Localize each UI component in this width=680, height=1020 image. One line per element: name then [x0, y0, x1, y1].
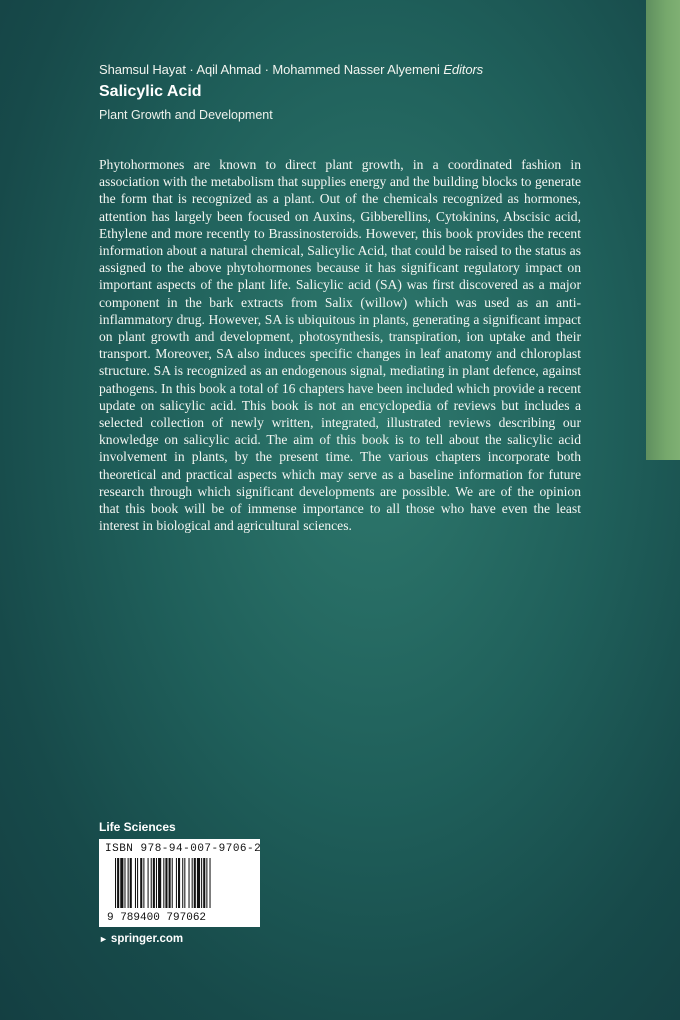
barcode-bar: [148, 858, 149, 908]
back-cover-blurb: Phytohormones are known to direct plant growth, in a coordinated fashion in association with the metabolism that supplies energy and the building blocks to generate the form that is recognized as a plant. Out of the chemicals recognized as hormones, attention has largely been focused on Auxins, Gibberellins, Cytokinins, Abscisic acid, Ethylene and more recently to Brassinosteroids. However, this book provides the recent information about a natural chemical, Salicylic Acid, that could be raised to the status as assigned to the above phytohormones because it has significant regulatory impact on important aspects of the plant life. Salicylic acid (SA) was first discovered as a major component in the bark extracts from Salix (willow) which was used as an anti-inflammatory drug. However, SA is ubiquitous in plants, generating a significant impact on plant growth and development, photosynthesis, transpiration, ion uptake and their transport. Moreover, SA also induces specific changes in leaf anatomy and chloroplast structure. SA is recognized as an endogenous signal, mediating in plant defence, against pathogens. In this book a total of 16 chapters have been included which provide a recent update on salicylic acid. This book is not an encyclopedia of reviews but includes a selected collection of newly written, integrated, illustrated reviews describing our knowledge on salicylic acid. The aim of this book is to tell about the salicylic acid involvement in plants, by the present time. The various chapters incorporate both theoretical and practical aspects which may serve as a baseline information for future research through which significant developments are possible. We are of the opinion that this book will be of immense importance to all those who have even the least interest in biological and agricultural sciences.: [99, 157, 581, 534]
barcode-bar: [143, 858, 144, 908]
barcode-bar: [172, 858, 173, 908]
barcode-graphic: [105, 858, 254, 922]
barcode-bar: [135, 858, 136, 908]
side-color-tab: [646, 0, 680, 460]
book-subtitle: Plant Growth and Development: [99, 108, 273, 122]
barcode-bar: [184, 858, 185, 908]
barcode-bar: [197, 858, 200, 908]
barcode-bar: [120, 858, 123, 908]
barcode-bar: [163, 858, 164, 908]
publisher-link[interactable]: [99, 933, 183, 945]
barcode-bar: [203, 858, 205, 908]
arrow-right-icon: ►: [99, 934, 108, 944]
barcode-bar: [206, 858, 207, 908]
isbn-text: ISBN 978-94-007-9706-2: [105, 843, 262, 855]
barcode-bar: [210, 858, 211, 908]
barcode-bar: [153, 858, 155, 908]
barcode-bar: [140, 858, 142, 908]
book-title: Salicylic Acid: [99, 83, 202, 100]
barcode-bar: [192, 858, 193, 908]
barcode-bar: [115, 858, 116, 908]
isbn-barcode: [99, 839, 260, 927]
barcode-bar: [128, 858, 129, 908]
publisher-link-text[interactable]: springer.com: [110, 933, 184, 945]
barcode-bar: [178, 858, 180, 908]
editors-role: Editors: [443, 62, 484, 77]
barcode-bar: [201, 858, 202, 908]
barcode-bar: [189, 858, 190, 908]
barcode-bar: [117, 858, 119, 908]
barcode-bar: [124, 858, 125, 908]
barcode-bar: [194, 858, 196, 908]
barcode-bar: [130, 858, 132, 908]
editors-line: [99, 62, 619, 77]
barcode-bar: [137, 858, 138, 908]
barcode-bar: [176, 858, 177, 908]
series-label: Life Sciences: [99, 820, 176, 834]
cover-header: [99, 62, 619, 122]
barcode-bar: [158, 858, 161, 908]
editors-names: Shamsul Hayat · Aqil Ahmad · Mohammed Nasser Alyemeni: [99, 62, 440, 77]
barcode-bar: [151, 858, 152, 908]
barcode-bar: [156, 858, 157, 908]
barcode-bar: [165, 858, 167, 908]
barcode-bar: [182, 858, 183, 908]
barcode-bar: [169, 858, 171, 908]
barcode-digits: 9 789400 797062: [107, 912, 207, 922]
